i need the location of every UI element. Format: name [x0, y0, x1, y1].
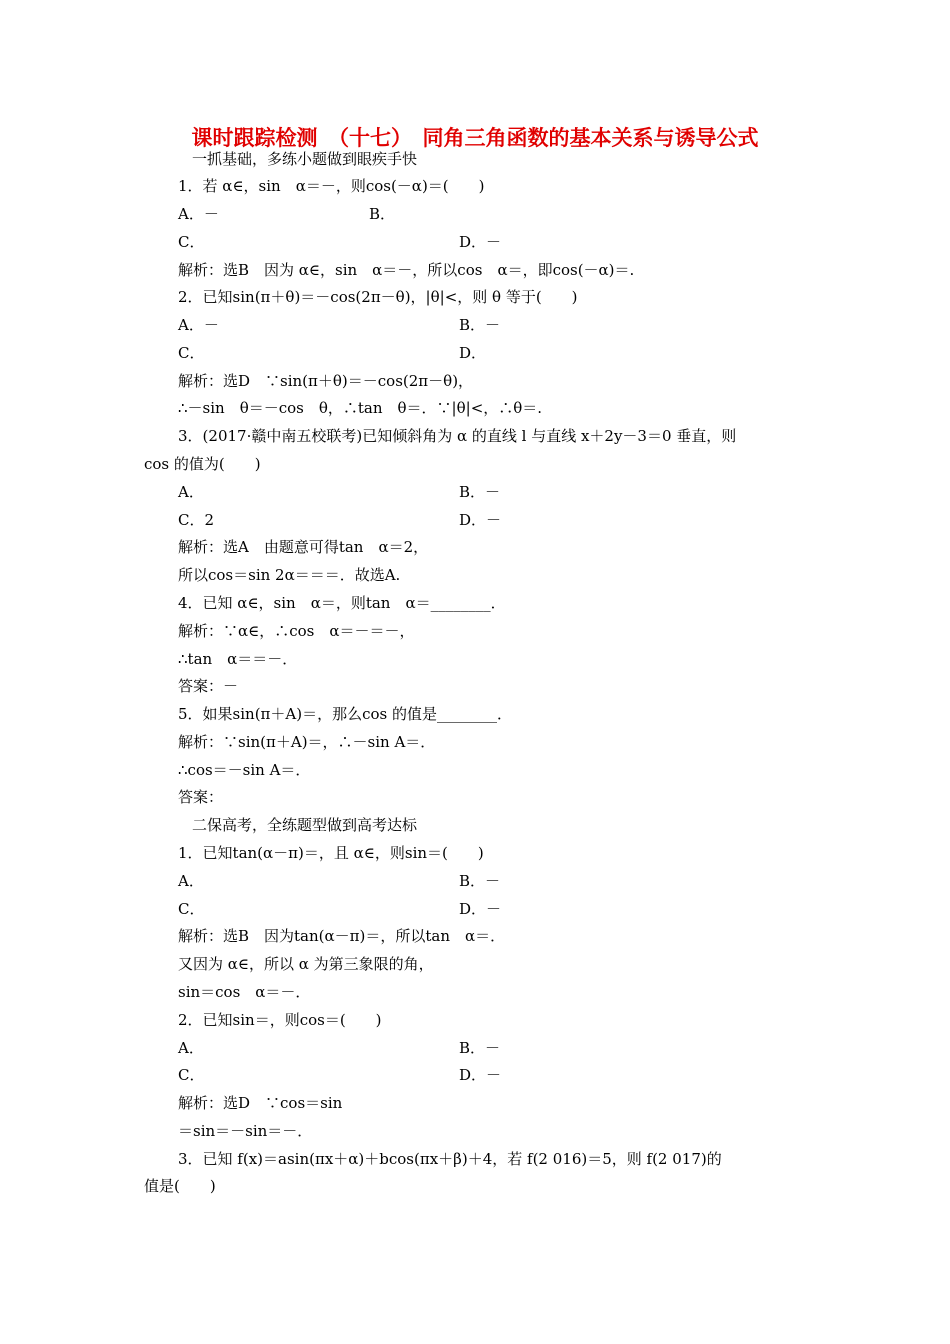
exam-question-1-option-c: C． — [178, 900, 205, 918]
question-4-solution-line-1: 解析：∵α∈，∴cos α＝－＝－， — [178, 622, 415, 640]
exam-question-1-option-b: B．－ — [459, 872, 501, 890]
section-heading-exam: 二保高考，全练题型做到高考达标 — [192, 816, 418, 834]
question-5-solution-line-1: 解析：∵sin(π＋A)＝，∴－sin A＝． — [178, 733, 436, 751]
question-5-answer: 答案： — [178, 788, 224, 806]
question-1-option-a: A．－ — [178, 205, 219, 223]
exam-question-1-solution-line-3: sin＝cos α＝－． — [178, 983, 311, 1001]
question-4-answer: 答案：－ — [178, 677, 239, 695]
question-2-option-b: B．－ — [459, 316, 501, 334]
section-heading-basic: 一抓基础，多练小题做到眼疾手快 — [192, 150, 418, 168]
question-3-option-d: D．－ — [459, 511, 502, 529]
question-3-stem-line-1: 3．(2017·赣中南五校联考)已知倾斜角为 α 的直线 l 与直线 x＋2y－3＝0 垂直，则 — [178, 427, 737, 445]
question-2-option-d: D． — [459, 344, 487, 362]
question-4-solution-line-2: ∴tan α＝＝－． — [178, 650, 298, 668]
question-3-option-b: B．－ — [459, 483, 501, 501]
question-4-stem: 4．已知 α∈，sin α＝，则tan α＝________． — [178, 594, 506, 612]
exam-question-2-option-b: B．－ — [459, 1039, 501, 1057]
question-3-option-a: A． — [178, 483, 204, 501]
question-2-solution-line-2: ∴－sin θ＝－cos θ，∴tan θ＝．∵|θ|<，∴θ＝. — [178, 399, 543, 417]
question-3-solution-line-1: 解析：选A 由题意可得tan α＝2， — [178, 538, 429, 556]
question-5-solution-line-2: ∴cos＝－sin A＝． — [178, 761, 311, 779]
question-5-stem: 5．如果sin(π＋A)＝，那么cos 的值是________． — [178, 705, 512, 723]
page-title: 课时跟踪检测 （十七） 同角三角函数的基本关系与诱导公式 — [191, 126, 759, 150]
question-2-stem: 2．已知sin(π＋θ)＝－cos(2π－θ)，|θ|<，则 θ 等于( ) — [178, 288, 578, 306]
exam-question-1-option-a: A． — [178, 872, 204, 890]
question-3-option-c: C．2 — [178, 511, 215, 529]
exam-question-1-stem: 1．已知tan(α－π)＝，且 α∈，则sin＝( ) — [178, 844, 484, 862]
question-1-stem: 1．若 α∈，sin α＝－，则cos(－α)＝( ) — [178, 177, 485, 195]
question-1-option-d: D．－ — [459, 233, 502, 251]
question-2-option-c: C． — [178, 344, 205, 362]
exam-question-2-solution-line-2: ＝sin＝－sin＝－． — [178, 1122, 313, 1140]
exam-question-3-stem-line-1: 3．已知 f(x)＝asin(πx＋α)＋bcos(πx＋β)＋4，若 f(2 016)＝5，则 f(2 017)的 — [178, 1150, 722, 1168]
exam-question-2-option-c: C． — [178, 1066, 205, 1084]
question-1-option-b: B． — [369, 205, 396, 223]
exam-question-2-solution-line-1: 解析：选D ∵cos＝sin — [178, 1094, 343, 1112]
exam-question-2-option-d: D．－ — [459, 1066, 502, 1084]
question-2-solution-line-1: 解析：选D ∵sin(π＋θ)＝－cos(2π－θ)， — [178, 372, 474, 390]
question-3-solution-line-2: 所以cos＝sin 2α＝＝＝．故选A. — [178, 566, 401, 584]
exam-question-1-option-d: D．－ — [459, 900, 502, 918]
exam-question-3-stem-line-2: 值是( ) — [144, 1177, 216, 1195]
exam-question-1-solution-line-1: 解析：选B 因为tan(α－π)＝，所以tan α＝． — [178, 927, 506, 945]
question-1-solution: 解析：选B 因为 α∈，sin α＝－，所以cos α＝，即cos(－α)＝. — [178, 261, 635, 279]
question-2-option-a: A．－ — [178, 316, 219, 334]
exam-question-1-solution-line-2: 又因为 α∈，所以 α 为第三象限的角， — [178, 955, 434, 973]
exam-question-2-stem: 2．已知sin＝，则cos＝( ) — [178, 1011, 382, 1029]
question-3-stem-line-2: cos 的值为( ) — [144, 455, 261, 473]
exam-question-2-option-a: A． — [178, 1039, 204, 1057]
question-1-option-c: C． — [178, 233, 205, 251]
